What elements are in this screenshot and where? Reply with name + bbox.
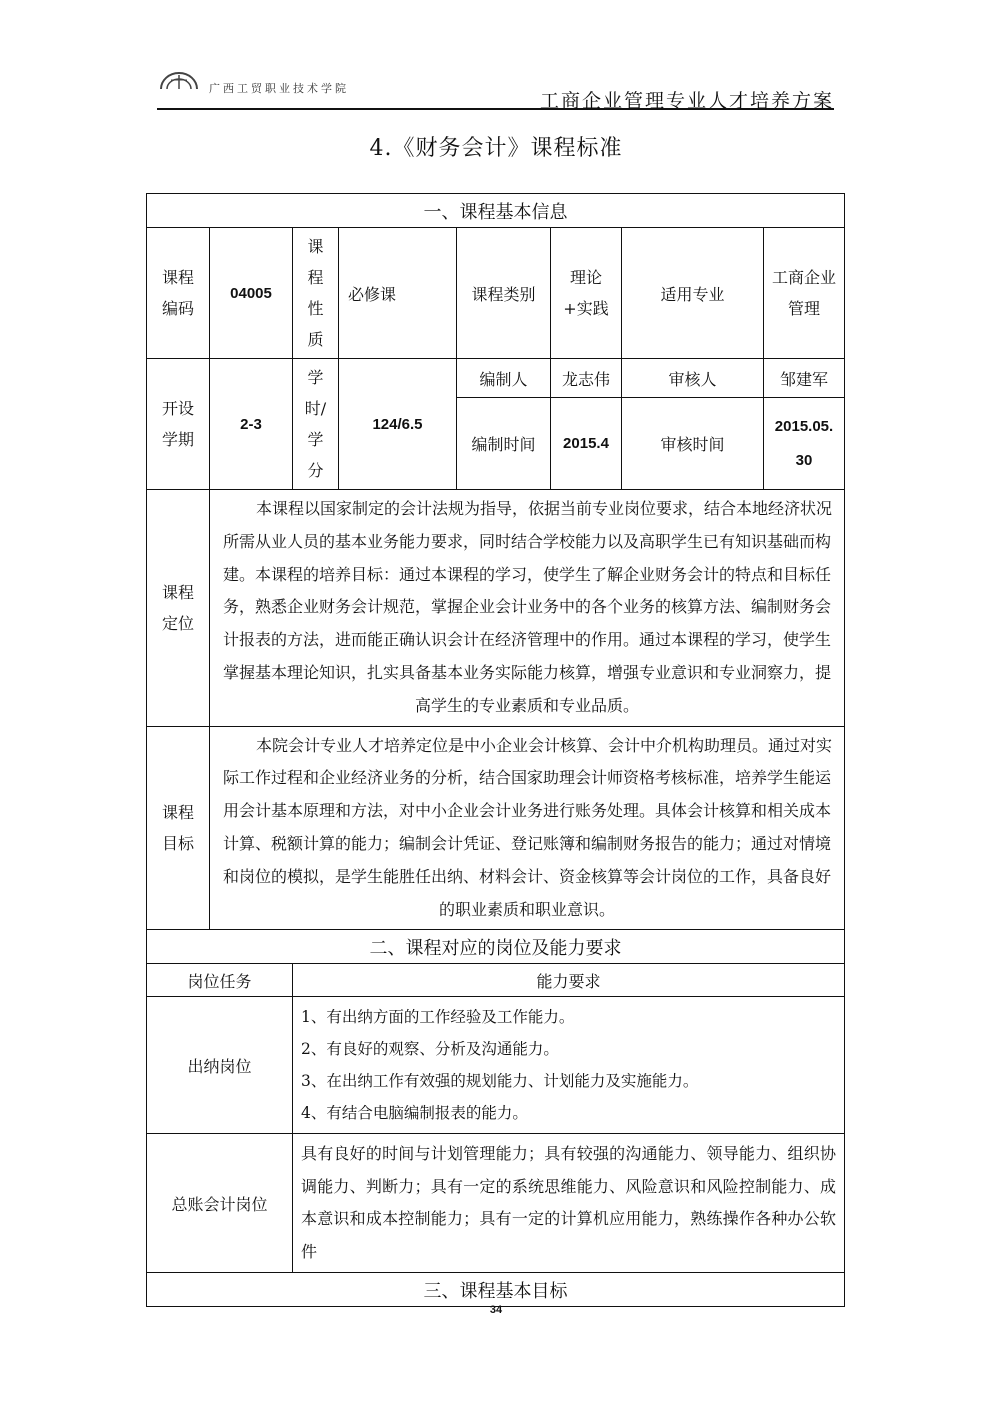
applicable-major-label: 适用专业 [622, 228, 764, 359]
course-goal-text [210, 726, 845, 930]
course-type-value: 理论+实践 [551, 228, 622, 359]
school-name-logo-text: 广西工贸职业技术学院 [209, 82, 349, 95]
column-header-requirements: 能力要求 [293, 964, 845, 997]
hours-credits-label: 学时/学分 [293, 359, 339, 490]
course-type-label: 课程类别 [457, 228, 551, 359]
ledger-accountant-requirements: 具有良好的时间与计划管理能力；具有较强的沟通能力、领导能力、组织协调能力、判断力；具有一定的系统思维能力、风险意识和风险控制能力、成本意识和成本控制能力；具有一定的计算机应用能力，熟练操作各种办公软件 [293, 1134, 845, 1273]
reviewer-value: 邹建军 [764, 359, 845, 398]
reviewer-label: 审核人 [622, 359, 764, 398]
column-header-task: 岗位任务 [147, 964, 293, 997]
edit-time-label: 编制时间 [457, 398, 551, 490]
edit-time-value: 2015.4 [551, 398, 622, 490]
school-logo-icon [159, 71, 199, 91]
page-number: 34 [489, 1304, 503, 1316]
document-title: 4.《财务会计》课程标准 [369, 136, 623, 161]
section3-heading: 三、课程基本目标 [147, 1273, 845, 1307]
course-nature-label: 课程性质 [293, 228, 339, 359]
course-position-label: 课程定位 [147, 490, 210, 727]
list-item: 2、有良好的观察、分析及沟通能力。 [301, 1040, 559, 1059]
hours-credits-value: 124/6.5 [339, 359, 457, 490]
course-nature-value: 必修课 [339, 228, 457, 359]
page-header [157, 68, 834, 110]
header-title: 工商企业管理专业人才培养方案 [539, 90, 834, 112]
cashier-requirements [293, 997, 845, 1134]
course-standard-table [146, 193, 845, 1307]
cashier-position-label: 出纳岗位 [147, 997, 293, 1134]
section2-heading: 二、课程对应的岗位及能力要求 [147, 930, 845, 964]
review-time-label: 审核时间 [622, 398, 764, 490]
list-item: 1、有出纳方面的工作经验及工作能力。 [301, 1008, 575, 1027]
applicable-major-value: 工商企业管理 [764, 228, 845, 359]
editor-label: 编制人 [457, 359, 551, 398]
review-time-value: 2015.05.30 [764, 398, 845, 490]
course-goal-paragraph: 本院会计专业人才培养定位是中小企业会计核算、会计中介机构助理员。通过对实际工作过程和企业经济业务的分析，结合国家助理会计师资格考核标准，培养学生能运用会计基本原理和方法，对中小企业会计业务进行账务处理。具体会计核算和相关成本计算、税额计算的能力；编制会计凭证、登记账簿和编制财务报告的能力；通过对情境和岗位的模拟，是学生能胜任出纳、材料会计、资金核算等会计岗位的工作，具备良好的职业素质和职业意识。 [222, 735, 832, 919]
course-position-paragraph: 本课程以国家制定的会计法规为指导，依据当前专业岗位要求，结合本地经济状况所需从业人员的基本业务能力要求，同时结合学校能力以及高职学生已有知识基础而构建。本课程的培养目标：通过本课程的学习，使学生了解企业财务会计的特点和目标任务，熟悉企业财务会计规范，掌握企业会计业务中的各个业务的核算方法、编制财务会计报表的方法，进而能正确认识会计在经济管理中的作用。通过本课程的学习，使学生掌握基本理论知识，扎实具备基本业务实际能力核算，增强专业意识和专业洞察力，提高学生的专业素质和专业品质。 [222, 499, 832, 715]
course-position-text [210, 490, 845, 727]
section1-heading: 一、课程基本信息 [147, 194, 845, 228]
editor-value: 龙志伟 [551, 359, 622, 398]
term-label: 开设学期 [147, 359, 210, 490]
list-item: 3、在出纳工作有效强的规划能力、计划能力及实施能力。 [301, 1072, 699, 1091]
course-code-label: 课程编码 [147, 228, 210, 359]
list-item: 4、有结合电脑编制报表的能力。 [301, 1104, 528, 1123]
term-value: 2-3 [210, 359, 293, 490]
course-goal-label: 课程目标 [147, 726, 210, 930]
header-divider [157, 108, 834, 110]
course-code-value: 04005 [210, 228, 293, 359]
ledger-accountant-label: 总账会计岗位 [147, 1134, 293, 1273]
